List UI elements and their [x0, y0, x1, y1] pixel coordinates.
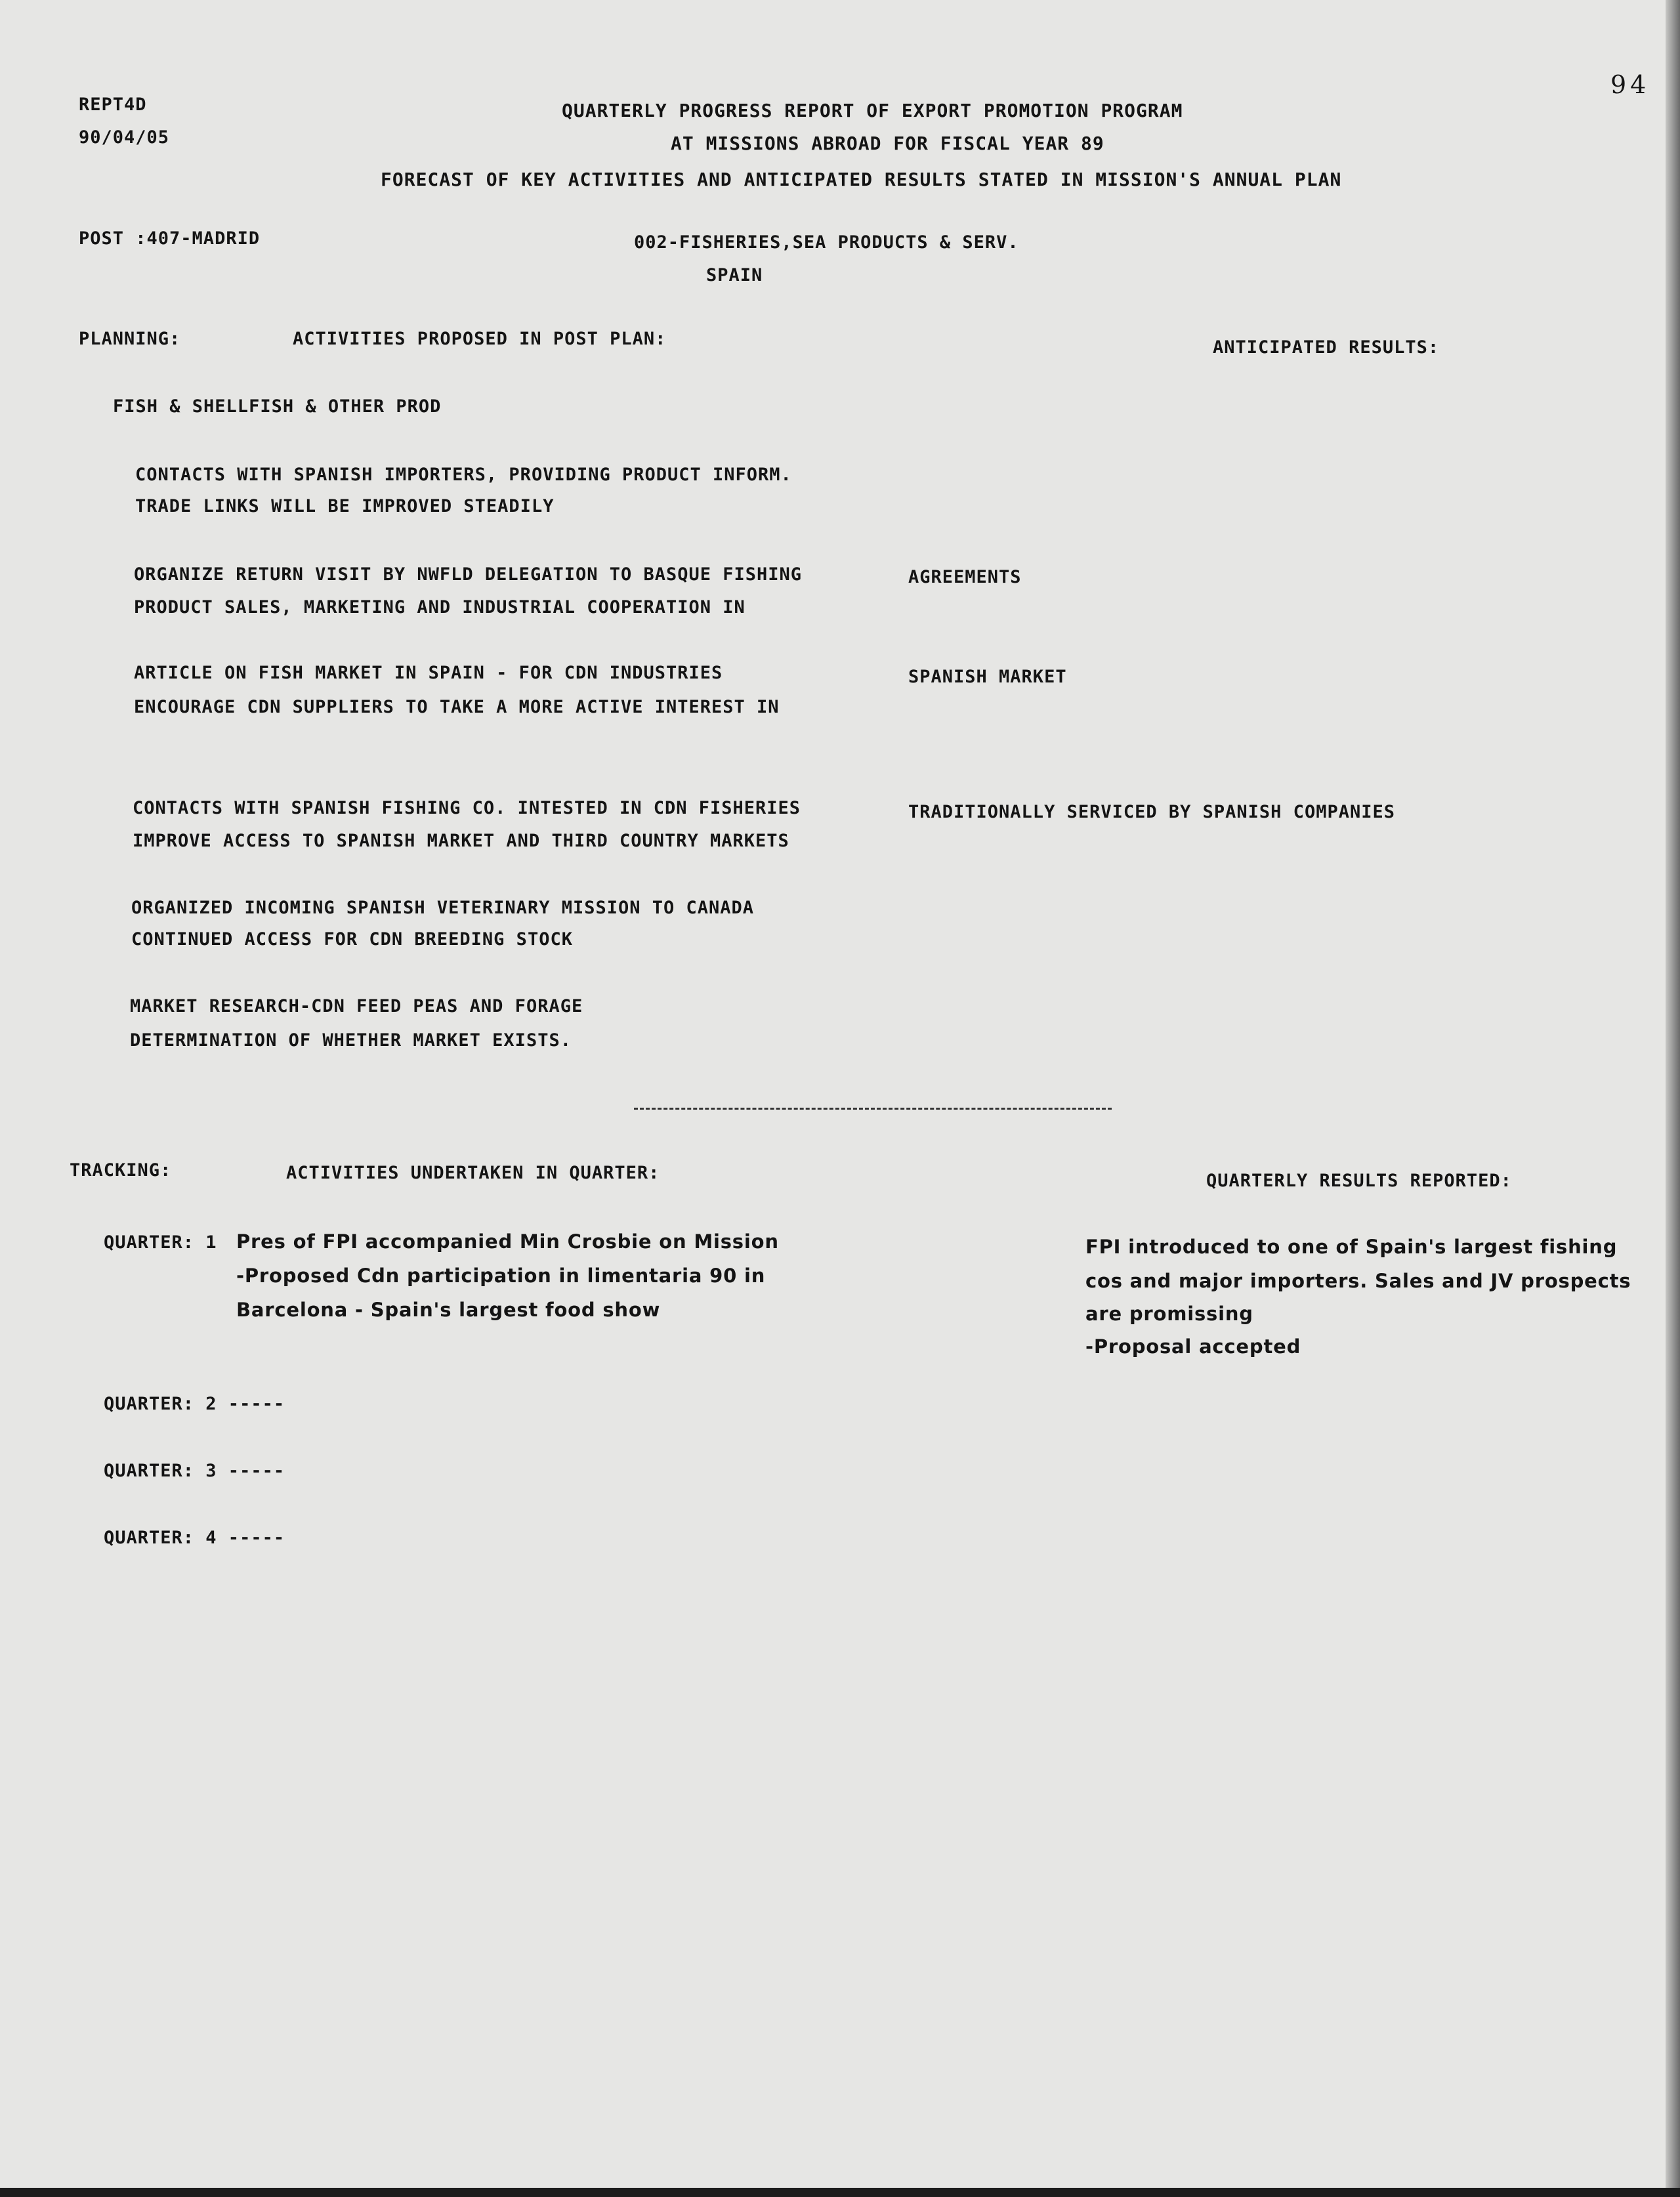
quarter-1-activity-line: Barcelona - Spain's largest food show: [236, 1299, 661, 1321]
tracking-label: TRACKING:: [70, 1160, 172, 1181]
planned-activity-line: CONTACTS WITH SPANISH IMPORTERS, PROVIDING PRODUCT INFORM.: [135, 465, 792, 485]
quarter-1-result-line: -Proposal accepted: [1085, 1335, 1301, 1358]
subsector-label: FISH & SHELLFISH & OTHER PROD: [113, 396, 442, 417]
planned-activity-line: ENCOURAGE CDN SUPPLIERS TO TAKE A MORE ACTIVE INTEREST IN: [134, 697, 780, 717]
quarter-3-label: QUARTER: 3 -----: [104, 1461, 285, 1481]
quarter-1-result-line: are promissing: [1085, 1303, 1253, 1325]
quarter-1-activity-line: -Proposed Cdn participation in limentaria 90 in: [236, 1265, 766, 1287]
planned-activity-line: ARTICLE ON FISH MARKET IN SPAIN - FOR CDN INDUSTRIES: [134, 663, 723, 683]
planned-activity-line: TRADE LINKS WILL BE IMPROVED STEADILY: [135, 496, 555, 516]
report-title-line3: FORECAST OF KEY ACTIVITIES AND ANTICIPATED RESULTS STATED IN MISSION'S ANNUAL PLAN: [381, 169, 1342, 190]
section-divider: [634, 1108, 1112, 1110]
post-label: POST :407-MADRID: [79, 228, 261, 249]
quarter-1-result-line: FPI introduced to one of Spain's largest fishing: [1085, 1236, 1618, 1258]
quarter-1-label: QUARTER: 1: [104, 1232, 217, 1253]
planned-activity-line: ORGANIZE RETURN VISIT BY NWFLD DELEGATION TO BASQUE FISHING: [134, 564, 803, 585]
country-label: SPAIN: [706, 265, 763, 285]
quarter-2-label: QUARTER: 2 -----: [104, 1394, 285, 1414]
planned-activity-line: CONTINUED ACCESS FOR CDN BREEDING STOCK: [131, 929, 573, 950]
planned-activity-line: PRODUCT SALES, MARKETING AND INDUSTRIAL COOPERATION IN: [134, 597, 746, 617]
scan-edge-shadow: [1666, 0, 1680, 2197]
quarter-1-result-line: cos and major importers. Sales and JV prospects: [1085, 1270, 1631, 1292]
report-title-line1: QUARTERLY PROGRESS REPORT OF EXPORT PROMOTION PROGRAM: [562, 100, 1183, 121]
quarter-4-label: QUARTER: 4 -----: [104, 1528, 285, 1548]
report-title-line2: AT MISSIONS ABROAD FOR FISCAL YEAR 89: [671, 133, 1104, 154]
anticipated-result: SPANISH MARKET: [908, 667, 1067, 687]
sector-label: 002-FISHERIES,SEA PRODUCTS & SERV.: [634, 232, 1019, 253]
page-number: 94: [1610, 70, 1650, 99]
planned-activities-heading: ACTIVITIES PROPOSED IN POST PLAN:: [293, 329, 667, 349]
planned-activity-line: DETERMINATION OF WHETHER MARKET EXISTS.: [130, 1030, 572, 1051]
report-code: REPT4D: [79, 94, 147, 115]
quarter-1-activity-line: Pres of FPI accompanied Min Crosbie on Mission: [236, 1230, 779, 1253]
planned-activity-line: MARKET RESEARCH-CDN FEED PEAS AND FORAGE: [130, 996, 583, 1016]
anticipated-result: TRADITIONALLY SERVICED BY SPANISH COMPANIES: [908, 802, 1395, 822]
planned-activity-line: IMPROVE ACCESS TO SPANISH MARKET AND THIRD COUNTRY MARKETS: [133, 831, 789, 851]
anticipated-results-heading: ANTICIPATED RESULTS:: [1213, 337, 1440, 358]
scan-bottom-edge: [0, 2188, 1680, 2197]
report-date: 90/04/05: [79, 127, 170, 148]
planning-label: PLANNING:: [79, 329, 181, 349]
planned-activity-line: ORGANIZED INCOMING SPANISH VETERINARY MISSION TO CANADA: [131, 898, 755, 918]
planned-activity-line: CONTACTS WITH SPANISH FISHING CO. INTESTED IN CDN FISHERIES: [133, 798, 801, 818]
anticipated-result: AGREEMENTS: [908, 567, 1022, 587]
undertaken-activities-heading: ACTIVITIES UNDERTAKEN IN QUARTER:: [286, 1163, 660, 1183]
quarterly-results-heading: QUARTERLY RESULTS REPORTED:: [1206, 1171, 1512, 1191]
